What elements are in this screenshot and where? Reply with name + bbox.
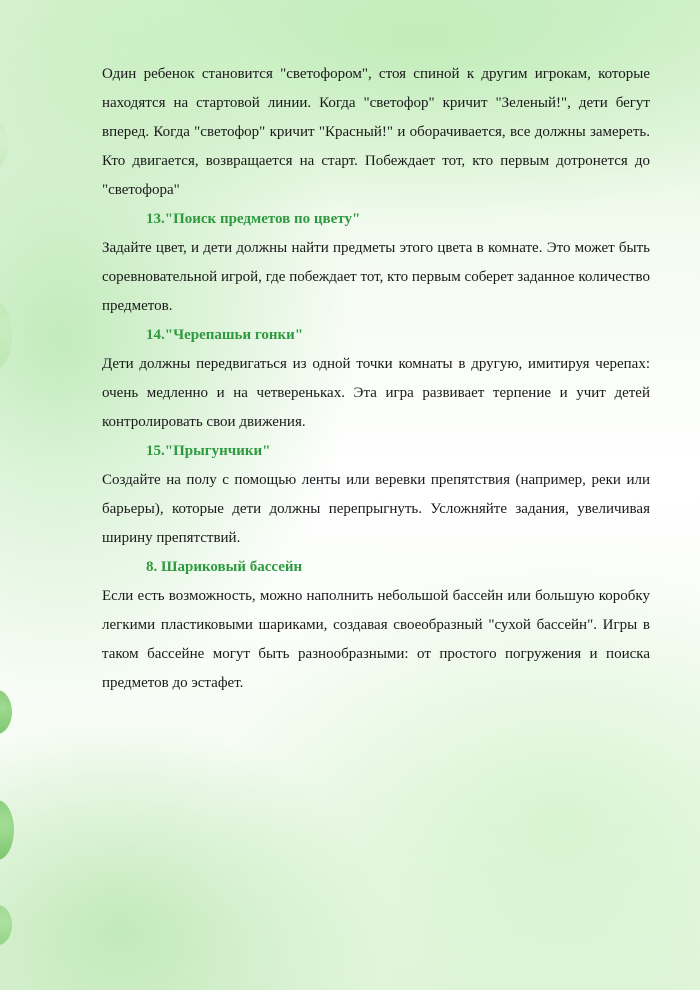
section-text-color-search: Задайте цвет, и дети должны найти предметы этого цвета в комнате. Это может быть соревновательной игрой, где побеждает тот, кто первым соберет заданное количество предметов. xyxy=(102,240,650,314)
intro-paragraph: Один ребенок становится "светофором", стоя спиной к другим игрокам, которые находятся на стартовой линии. Когда "светофор" кричит "Зеленый!", дети бегут вперед. Когда "светофор" кричит "Красный!" и оборачивается, все должны замереть. Кто двигается, возвращается на старт. Побеждает тот, кто первым дотронется до "светофора" xyxy=(102,66,650,198)
decorative-green-circle xyxy=(0,300,12,370)
document-body xyxy=(102,60,650,698)
decorative-green-circle xyxy=(0,120,8,170)
section-heading-jumpers: 15."Прыгунчики" xyxy=(146,443,271,459)
section-text-turtle-race: Дети должны передвигаться из одной точки комнаты в другую, имитируя черепах: очень медленно и на четвереньках. Эта игра развивает терпение и учит детей контролировать свои движения. xyxy=(102,356,650,430)
section-heading-color-search: 13."Поиск предметов по цвету" xyxy=(146,211,361,227)
section-text-jumpers: Создайте на полу с помощью ленты или веревки препятствия (например, реки или барьеры), которые дети должны перепрыгнуть. Усложняйте задания, увеличивая ширину препятствий. xyxy=(102,472,650,546)
decorative-green-circle xyxy=(0,905,12,945)
decorative-green-circle xyxy=(0,690,12,734)
section-heading-turtle-race: 14."Черепашьи гонки" xyxy=(146,327,304,343)
decorative-green-circle xyxy=(0,800,14,860)
section-text-ball-pool: Если есть возможность, можно наполнить небольшой бассейн или большую коробку легкими пластиковыми шариками, создавая своеобразный "сухой бассейн". Игры в таком бассейне могут быть разнообразными: от простого погружения и поиска предметов до эстафет. xyxy=(102,588,650,691)
section-heading-ball-pool: 8. Шариковый бассейн xyxy=(146,559,303,575)
